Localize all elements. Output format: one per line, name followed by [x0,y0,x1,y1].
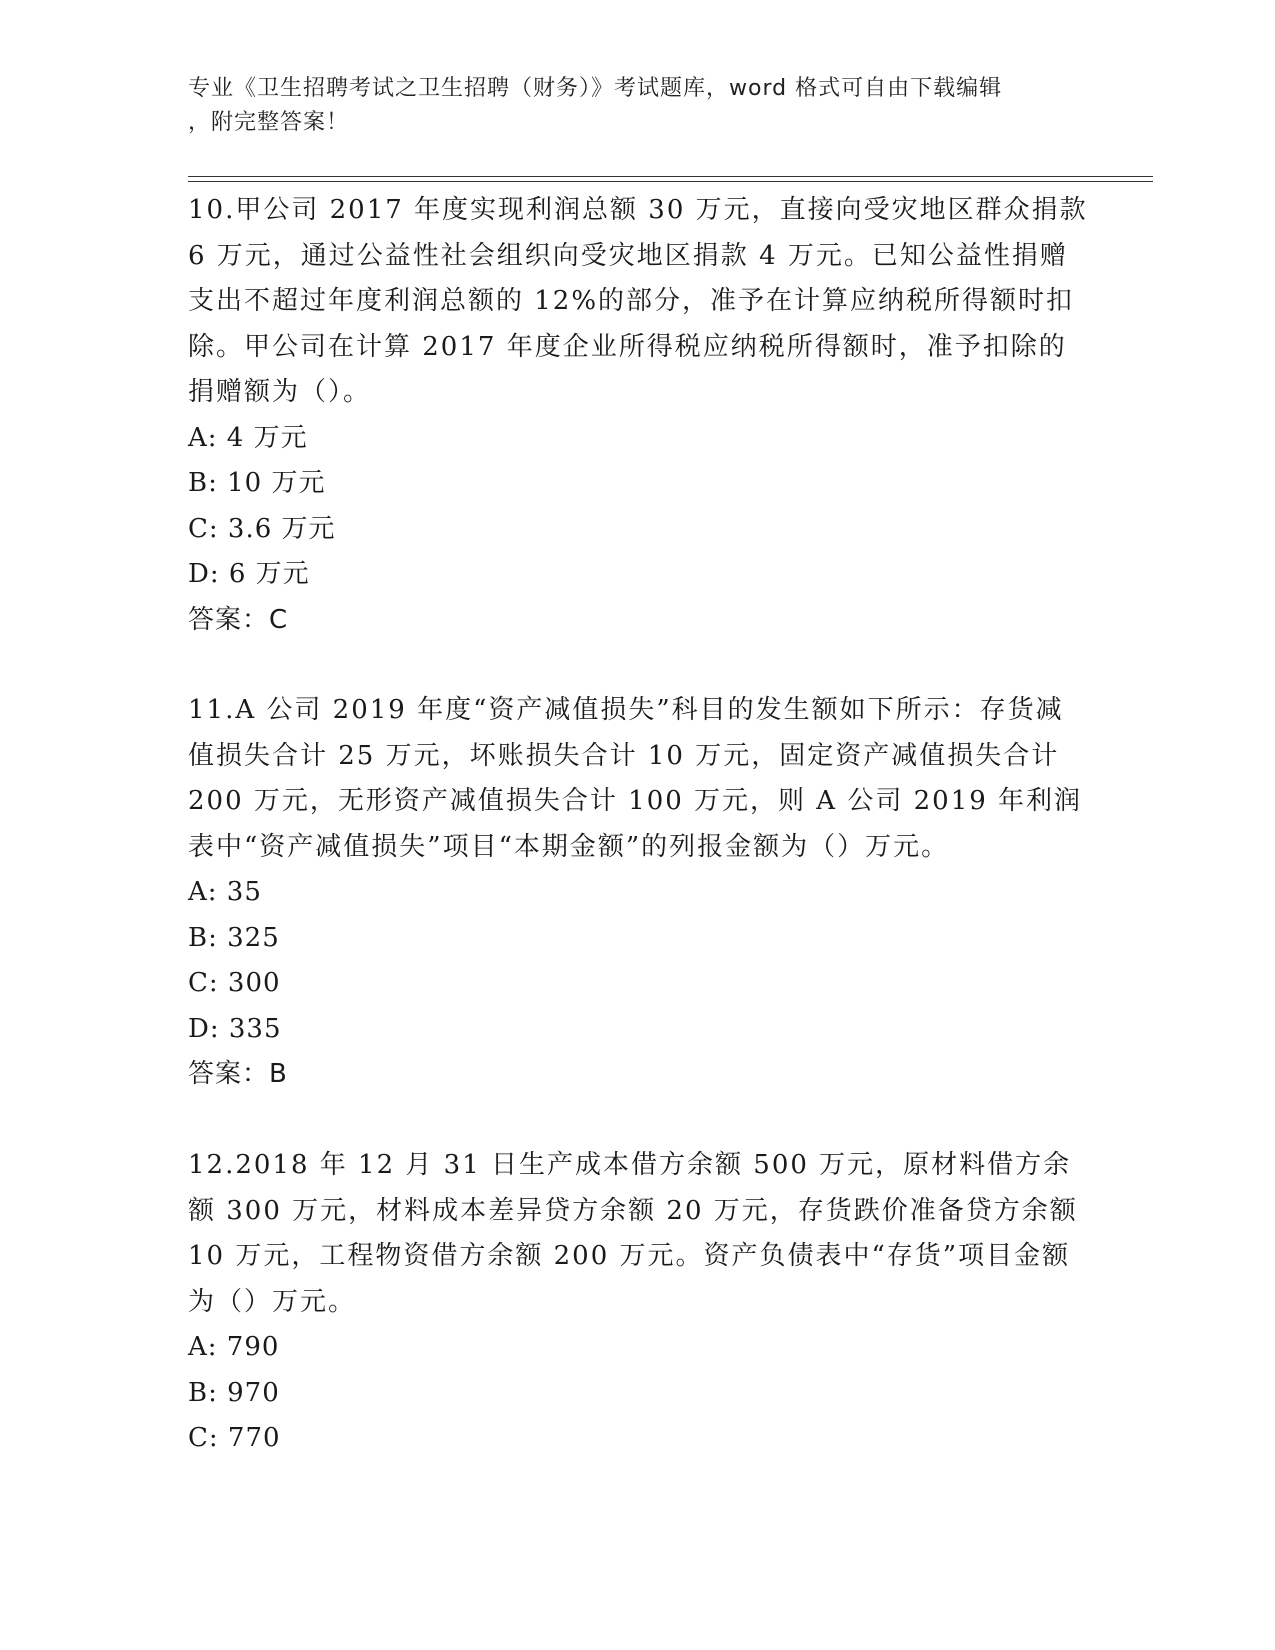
option-c: C: 770 [188,1423,281,1453]
document-header [188,72,1068,140]
option-b: B: 325 [188,922,280,953]
option-c: C: 3.6 万元 [188,513,336,544]
answer-line: 答案：B [188,1059,288,1089]
header-line-1: 专业《卫生招聘考试之卫生招聘（财务）》考试题库，word 格式可自由下载编辑 [188,76,1003,101]
header-divider-bottom [188,181,1153,182]
option-a: A: 4 万元 [188,422,308,453]
option-d: D: 335 [188,1013,282,1044]
option-c: C: 300 [188,968,281,998]
question-stem: 10.甲公司 2017 年度实现利润总额 30 万元，直接向受灾地区群众捐款 6 万元，通过公益性社会组织向受灾地区捐款 4 万元。已知公益性捐赠支出不超过年度利润总额的 12%的部分，准予在计算应纳税所得额时扣除。甲公司在计算 2017 年度企业所得税应纳税所得额时，准予扣除的捐赠额为（）。 [188,195,1088,407]
question-12 [188,1143,1088,1462]
answer-line: 答案：C [188,604,289,635]
option-a: A: 790 [188,1332,280,1362]
option-b: B: 970 [188,1377,280,1408]
question-stem: 11.A 公司 2019 年度“资产减值损失”科目的发生额如下所示：存货减值损失合计 25 万元，坏账损失合计 10 万元，固定资产减值损失合计 200 万元，无形资产减值损失合计 100 万元，则 A 公司 2019 年利润表中“资产减值损失”项目“本期金额”的列报金额为（）万元。 [188,695,1083,862]
question-11 [188,688,1088,1098]
question-stem: 12.2018 年 12 月 31 日生产成本借方余额 500 万元，原材料借方余额 300 万元，材料成本差异贷方余额 20 万元，存货跌价准备贷方余额 10 万元，工程物资借方余额 200 万元。资产负债表中“存货”项目金额为（）万元。 [188,1150,1078,1317]
option-b: B: 10 万元 [188,468,326,498]
question-10 [188,188,1088,643]
header-divider-top [188,176,1153,177]
option-a: A: 35 [188,877,262,907]
header-line-2: ，附完整答案！ [188,110,350,135]
option-d: D: 6 万元 [188,559,310,589]
